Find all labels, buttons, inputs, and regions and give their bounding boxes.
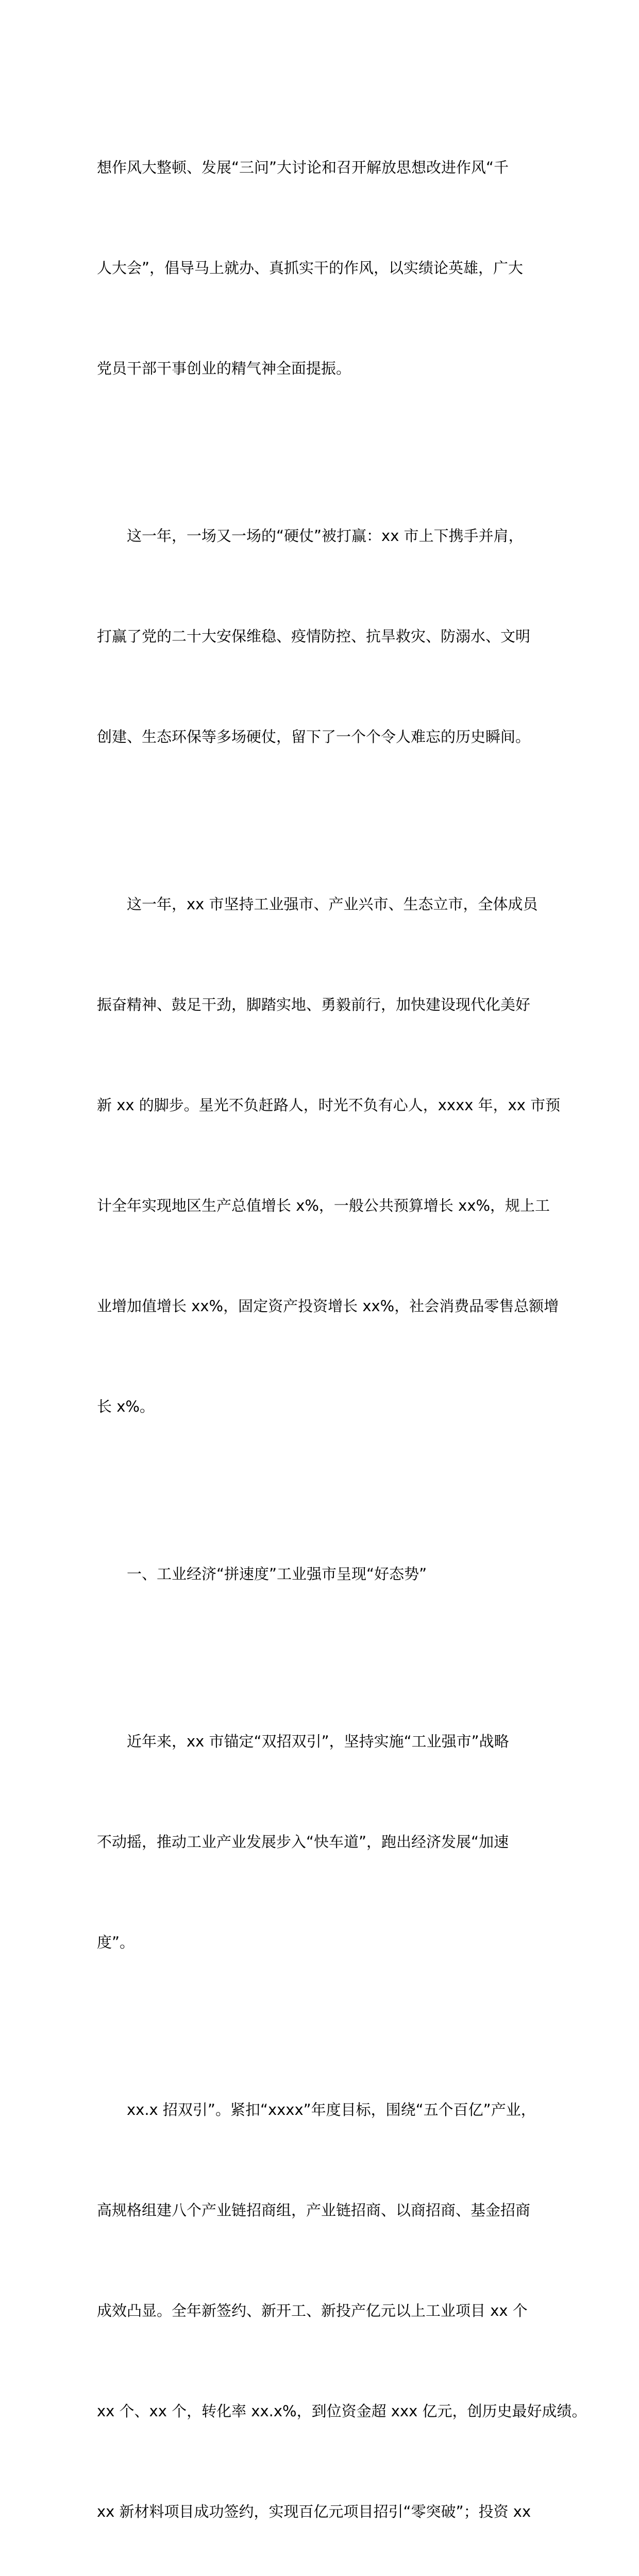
section-heading-text: 一、工业经济“拼速度”工业强市呈现“好态势”	[127, 1565, 427, 1583]
paragraph-1	[97, 84, 550, 452]
paragraph-2	[97, 452, 550, 821]
paragraph-line: 计全年实现地区生产总值增长 x%，一般公共预算增长 xx%，规上工	[97, 1197, 550, 1214]
paragraph-line: 想作风大整顿、发展“三问”大讨论和召开解放思想改进作风“千	[97, 159, 509, 176]
paragraph-line: 业增加值增长 xx%，固定资产投资增长 xx%，社会消费品零售总额增	[97, 1297, 559, 1315]
paragraph-line: 创建、生态环保等多场硬仗，留下了一个个令人难忘的历史瞬间。	[97, 728, 531, 745]
paragraph-4	[97, 1658, 550, 2026]
paragraph-line: 近年来，xx 市锚定“双招双引”，坚持实施“工业强市”战略	[127, 1733, 509, 1750]
paragraph-line: 党员干部干事创业的精气神全面提振。	[97, 360, 351, 377]
paragraph-line: 度”。	[97, 1934, 135, 1951]
paragraph-line: 人大会”，倡导马上就办、真抓实干的作风，以实绩论英雄，广大	[97, 259, 524, 277]
paragraph-line: 高规格组建八个产业链招商组，产业链招商、以商招商、基金招商	[97, 2201, 531, 2219]
paragraph-line: 这一年，xx 市坚持工业强市、产业兴市、生态立市，全体成员	[127, 895, 538, 913]
document-body	[97, 84, 587, 2576]
paragraph-line: 不动摇，推动工业产业发展步入“快车道”，跑出经济发展“加速	[97, 1833, 509, 1851]
paragraph-line: 打赢了党的二十大安保维稳、疫情防控、抗旱救灾、防溺水、文明	[97, 628, 531, 645]
paragraph-5	[97, 2026, 587, 2576]
paragraph-line: xx 个、xx 个，转化率 xx.x%，到位资金超 xxx 亿元，创历史最好成绩。	[97, 2402, 587, 2420]
paragraph-line: 成效凸显。全年新签约、新开工、新投产亿元以上工业项目 xx 个	[97, 2302, 528, 2319]
paragraph-line: 振奋精神、鼓足干劲，脚踏实地、勇毅前行，加快建设现代化美好	[97, 996, 531, 1013]
paragraph-line: 这一年，一场又一场的“硬仗”被打赢：xx 市上下携手并肩，	[127, 527, 524, 545]
paragraph-line: 长 x%。	[97, 1398, 155, 1415]
section-heading-1	[97, 1490, 550, 1658]
paragraph-line: 新 xx 的脚步。星光不负赶路人，时光不负有心人，xxxx 年，xx 市预	[97, 1096, 561, 1114]
paragraph-3	[97, 821, 561, 1490]
paragraph-line: xx.x 招双引”。紧扣“xxxx”年度目标，围绕“五个百亿”产业，	[127, 2101, 536, 2119]
paragraph-line: xx 新材料项目成功签约，实现百亿元项目招引“零突破”；投资 xx	[97, 2503, 531, 2520]
